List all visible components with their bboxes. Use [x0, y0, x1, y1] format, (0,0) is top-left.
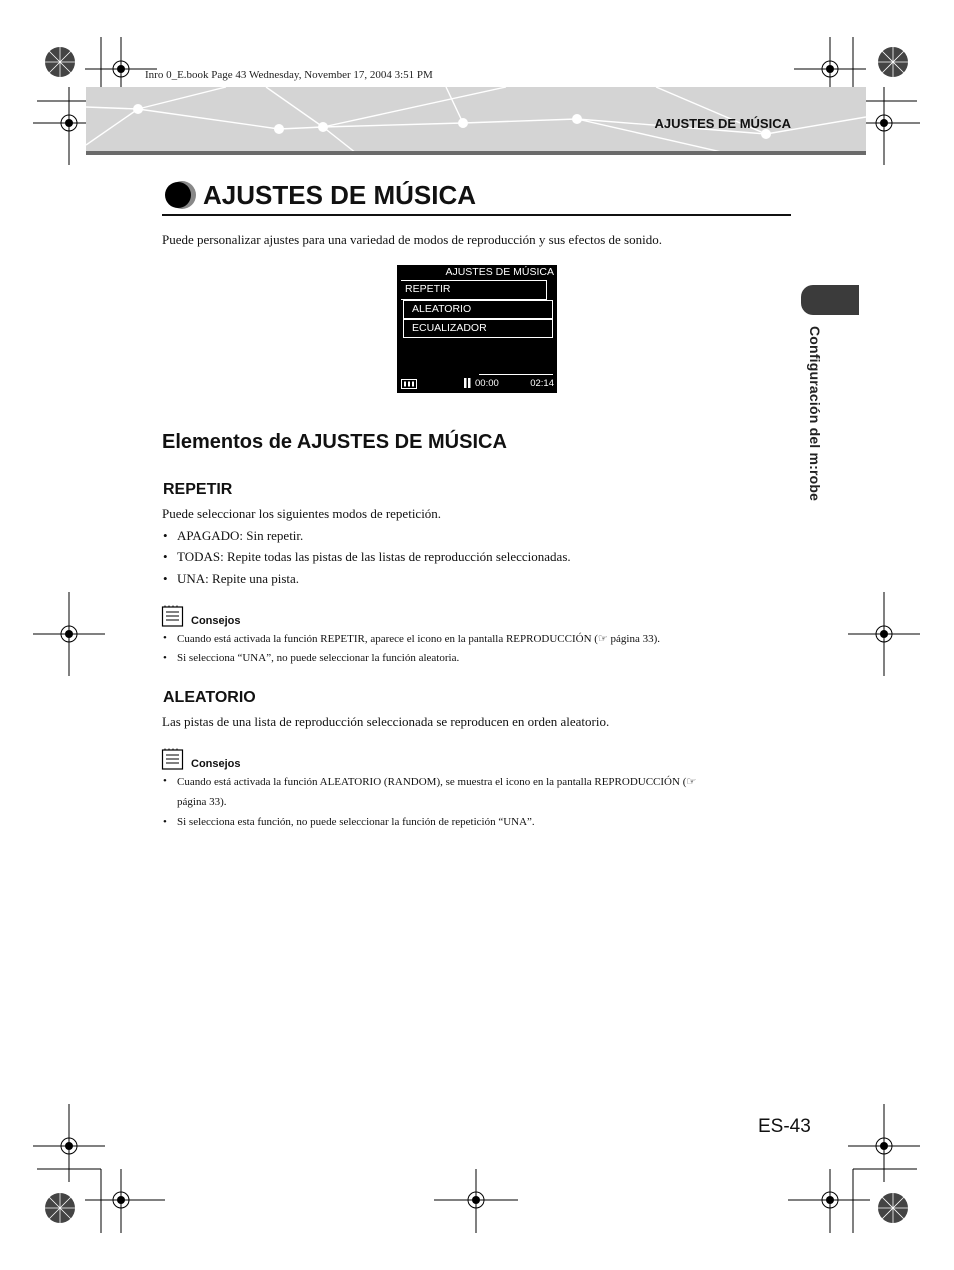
repetir-text: Puede seleccionar los siguientes modos de repetición. — [162, 506, 442, 521]
title-rule — [162, 214, 791, 216]
tip-item: • Cuando está activada la función REPETIR, aparece el icono en la pantalla REPRODUCCIÓN (☞ página 33). — [163, 632, 661, 645]
list-item: • UNA: Repite una pista. — [163, 571, 300, 586]
elapsed-time: 00:00 — [475, 378, 499, 389]
side-tab-label: Configuración del m:robe — [807, 326, 823, 502]
side-tab — [801, 285, 859, 315]
screen-item: ALEATORIO — [403, 300, 553, 319]
page-number: ES-43 — [758, 1116, 811, 1137]
aleatorio-heading: ALEATORIO — [163, 689, 256, 706]
notepad-icon — [161, 605, 185, 627]
battery-icon — [401, 379, 417, 389]
header-band-rule — [86, 151, 866, 155]
tips-label: Consejos — [191, 758, 241, 770]
progress-line — [479, 374, 553, 375]
notepad-icon — [161, 748, 185, 770]
tips-label: Consejos — [191, 615, 241, 627]
tip-item: • Si selecciona esta función, no puede seleccionar la función de repetición “UNA”. — [163, 816, 535, 828]
heading-bullet-icon — [163, 180, 197, 210]
list-item: • TODAS: Repite todas las pistas de las listas de reproducción seleccionadas. — [163, 549, 571, 564]
pause-icon — [464, 378, 472, 388]
page-title: AJUSTES DE MÚSICA — [203, 180, 477, 210]
screen-title: AJUSTES DE MÚSICA — [445, 266, 554, 278]
print-info: Inro 0_E.book Page 43 Wednesday, November 17, 2004 3:51 PM — [145, 69, 433, 81]
list-item: • APAGADO: Sin repetir. — [163, 528, 304, 543]
intro-text: Puede personalizar ajustes para una variedad de modos de reproducción y sus efectos de sonido. — [162, 232, 662, 247]
running-header: AJUSTES DE MÚSICA — [654, 116, 791, 131]
tip-item: • Si selecciona “UNA”, no puede seleccionar la función aleatoria. — [163, 652, 460, 664]
aleatorio-text: Las pistas de una lista de reproducción seleccionada se reproducen en orden aleatorio. — [162, 714, 610, 729]
repetir-heading: REPETIR — [163, 481, 233, 498]
screen-item-selected: REPETIR — [401, 280, 547, 300]
tip-item-continuation: página 33). — [177, 796, 227, 808]
device-screen — [397, 265, 557, 393]
total-time: 02:14 — [530, 378, 554, 389]
tip-item: • Cuando está activada la función ALEATORIO (RANDOM), se muestra el icono en la pantalla REPRODUCCIÓN (☞ — [163, 775, 697, 788]
section-heading: Elementos de AJUSTES DE MÚSICA — [162, 431, 507, 453]
screen-item: ECUALIZADOR — [403, 319, 553, 338]
